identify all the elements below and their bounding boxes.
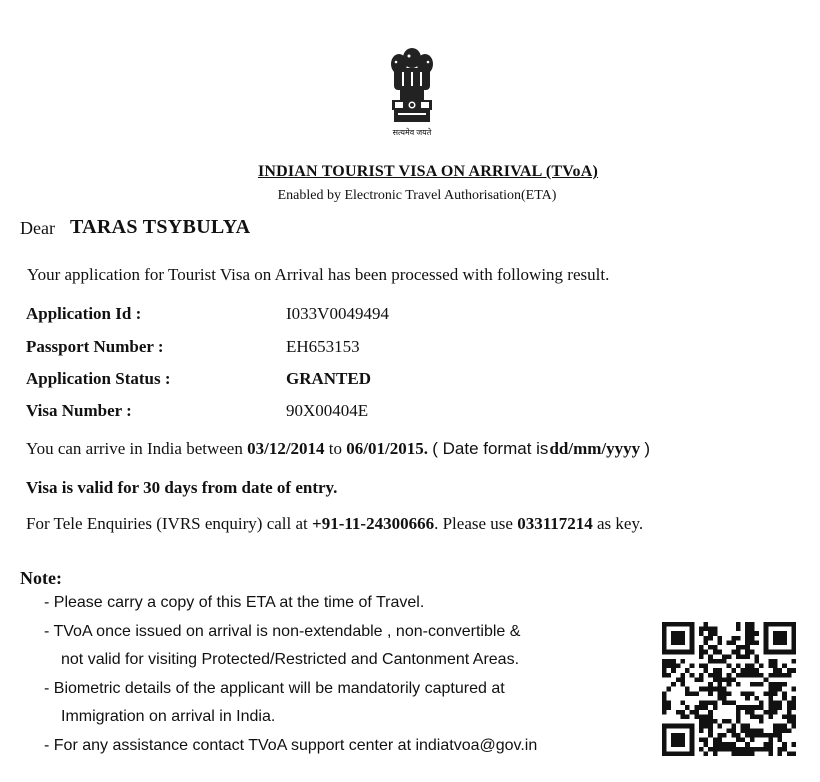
document-subtitle: Enabled by Electronic Travel Authorisation(ETA) bbox=[277, 188, 557, 203]
arrival-to-date: 06/01/2015. bbox=[346, 439, 428, 458]
application-id-value: I033V0049494 bbox=[286, 304, 389, 323]
note-item-continuation: Immigration on arrival in India. bbox=[61, 708, 276, 725]
passport-number-label: Passport Number : bbox=[26, 337, 164, 356]
note-item: - For any assistance contact TVoA support center at indiatvoa@gov.in bbox=[44, 737, 538, 754]
document-title: INDIAN TOURIST VISA ON ARRIVAL (TVoA) bbox=[257, 163, 599, 180]
visa-number-label: Visa Number : bbox=[26, 401, 132, 420]
tele-enquiry-text bbox=[26, 514, 643, 534]
qr-code-icon bbox=[662, 622, 796, 756]
note-heading: Note: bbox=[20, 568, 62, 588]
visa-number-value: 90X00404E bbox=[286, 401, 369, 420]
note-item-continuation: not valid for visiting Protected/Restricted and Cantonment Areas. bbox=[61, 651, 520, 668]
emblem-motto: सत्यमेव जयते bbox=[392, 128, 432, 137]
application-status-value: GRANTED bbox=[286, 369, 372, 388]
application-status-label: Application Status : bbox=[26, 369, 171, 388]
date-format-value: dd/mm/yyyy bbox=[549, 439, 641, 458]
national-emblem-icon bbox=[380, 44, 444, 140]
application-id-label: Application Id : bbox=[26, 304, 142, 323]
intro-text: Your application for Tourist Visa on Arrival has been processed with following result. bbox=[27, 265, 610, 284]
note-item: - Please carry a copy of this ETA at the time of Travel. bbox=[44, 594, 425, 611]
arrival-from-date: 03/12/2014 bbox=[247, 439, 325, 458]
greeting-label: Dear bbox=[20, 218, 55, 238]
enquiry-phone: +91-11-24300666 bbox=[312, 514, 435, 533]
enquiry-middle: . Please use bbox=[434, 514, 513, 533]
visa-validity-text: Visa is valid for 30 days from date of entry. bbox=[26, 478, 338, 497]
arrival-window-text bbox=[26, 439, 650, 459]
enquiry-key: 033117214 bbox=[517, 514, 593, 533]
arrival-to-word: to bbox=[328, 439, 343, 458]
date-format-prefix: ( Date format is bbox=[432, 439, 549, 458]
enquiry-suffix: as key. bbox=[597, 514, 644, 533]
date-format-suffix: ) bbox=[644, 439, 651, 458]
note-item: - Biometric details of the applicant will be mandatorily captured at bbox=[44, 680, 505, 697]
enquiry-prefix: For Tele Enquiries (IVRS enquiry) call at bbox=[26, 514, 308, 533]
applicant-name: TARAS TSYBULYA bbox=[70, 216, 251, 238]
note-item: - TVoA once issued on arrival is non-extendable , non-convertible & bbox=[44, 623, 521, 640]
arrival-prefix: You can arrive in India between bbox=[26, 439, 243, 458]
passport-number-value: EH653153 bbox=[286, 337, 360, 356]
